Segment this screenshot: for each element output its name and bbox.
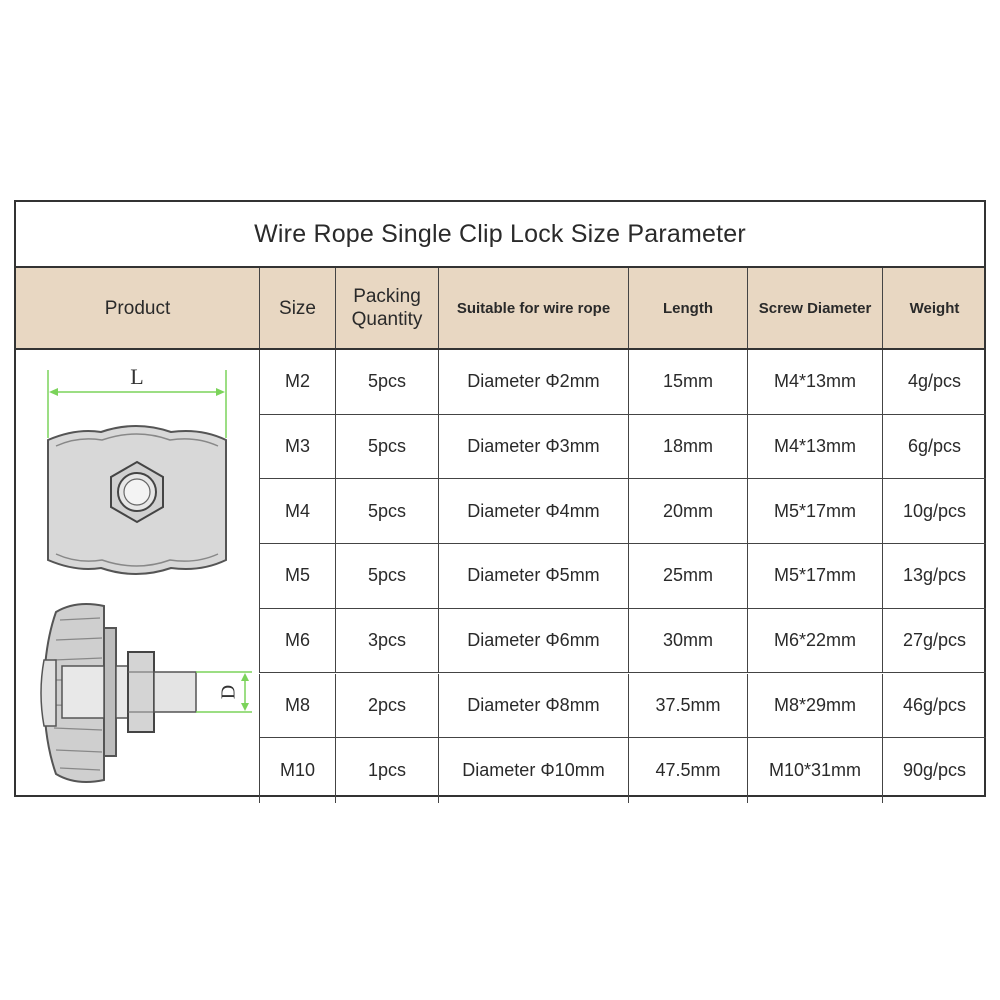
cell-packing-quantity: 5pcs [335,544,438,608]
cell-suitable-rope: Diameter Φ6mm [438,609,628,673]
cell-suitable-rope: Diameter Φ10mm [438,738,628,803]
clip-top-view [48,426,226,574]
cell-length: 15mm [628,350,747,414]
cell-suitable-rope: Diameter Φ8mm [438,674,628,738]
header-packing-line1: Packing [353,286,421,307]
cell-packing-quantity: 1pcs [335,738,438,803]
table-row [259,350,986,415]
clip-lock-diagram [16,350,259,797]
header-weight: Weight [882,268,986,348]
header-packing-line2: Quantity [351,309,423,330]
table-row [259,738,986,803]
cell-weight: 90g/pcs [882,738,986,803]
cell-weight: 6g/pcs [882,415,986,479]
cell-length: 30mm [628,609,747,673]
cell-suitable-rope: Diameter Φ4mm [438,479,628,543]
cell-size: M2 [259,350,335,414]
cell-size: M10 [259,738,335,803]
length-label: L [130,364,144,389]
cell-suitable-rope: Diameter Φ5mm [438,544,628,608]
cell-packing-quantity: 5pcs [335,479,438,543]
cell-weight: 13g/pcs [882,544,986,608]
cell-length: 18mm [628,415,747,479]
cell-screw-diameter: M6*22mm [747,609,882,673]
table-row [259,479,986,544]
cell-length: 47.5mm [628,738,747,803]
cell-screw-diameter: M4*13mm [747,350,882,414]
cell-screw-diameter: M4*13mm [747,415,882,479]
header-screw-diameter: Screw Diameter [747,268,882,348]
cell-screw-diameter: M8*29mm [747,674,882,738]
clip-side-view [41,604,196,782]
cell-size: M8 [259,674,335,738]
cell-packing-quantity: 2pcs [335,674,438,738]
cell-length: 25mm [628,544,747,608]
table-row [259,609,986,674]
diameter-label: D [217,684,240,700]
header-length: Length [628,268,747,348]
cell-weight: 27g/pcs [882,609,986,673]
header-row [16,268,984,350]
diameter-dimension [196,672,252,712]
product-diagram-cell [16,350,259,797]
cell-size: M5 [259,544,335,608]
cell-suitable-rope: Diameter Φ2mm [438,350,628,414]
cell-packing-quantity: 5pcs [335,415,438,479]
cell-size: M3 [259,415,335,479]
header-size: Size [259,268,335,348]
table-title: Wire Rope Single Clip Lock Size Parameter [16,202,984,268]
spec-table [14,200,986,797]
header-suitable-rope: Suitable for wire rope [438,268,628,348]
cell-packing-quantity: 5pcs [335,350,438,414]
header-product: Product [104,297,171,319]
cell-screw-diameter: M5*17mm [747,544,882,608]
table-row [259,544,986,609]
table-row [259,674,986,739]
cell-packing-quantity: 3pcs [335,609,438,673]
cell-weight: 10g/pcs [882,479,986,543]
cell-suitable-rope: Diameter Φ3mm [438,415,628,479]
table-row [259,415,986,480]
cell-weight: 46g/pcs [882,674,986,738]
cell-screw-diameter: M10*31mm [747,738,882,803]
cell-length: 37.5mm [628,674,747,738]
cell-size: M6 [259,609,335,673]
cell-screw-diameter: M5*17mm [747,479,882,543]
cell-weight: 4g/pcs [882,350,986,414]
cell-size: M4 [259,479,335,543]
cell-length: 20mm [628,479,747,543]
header-packing-quantity [335,268,438,348]
